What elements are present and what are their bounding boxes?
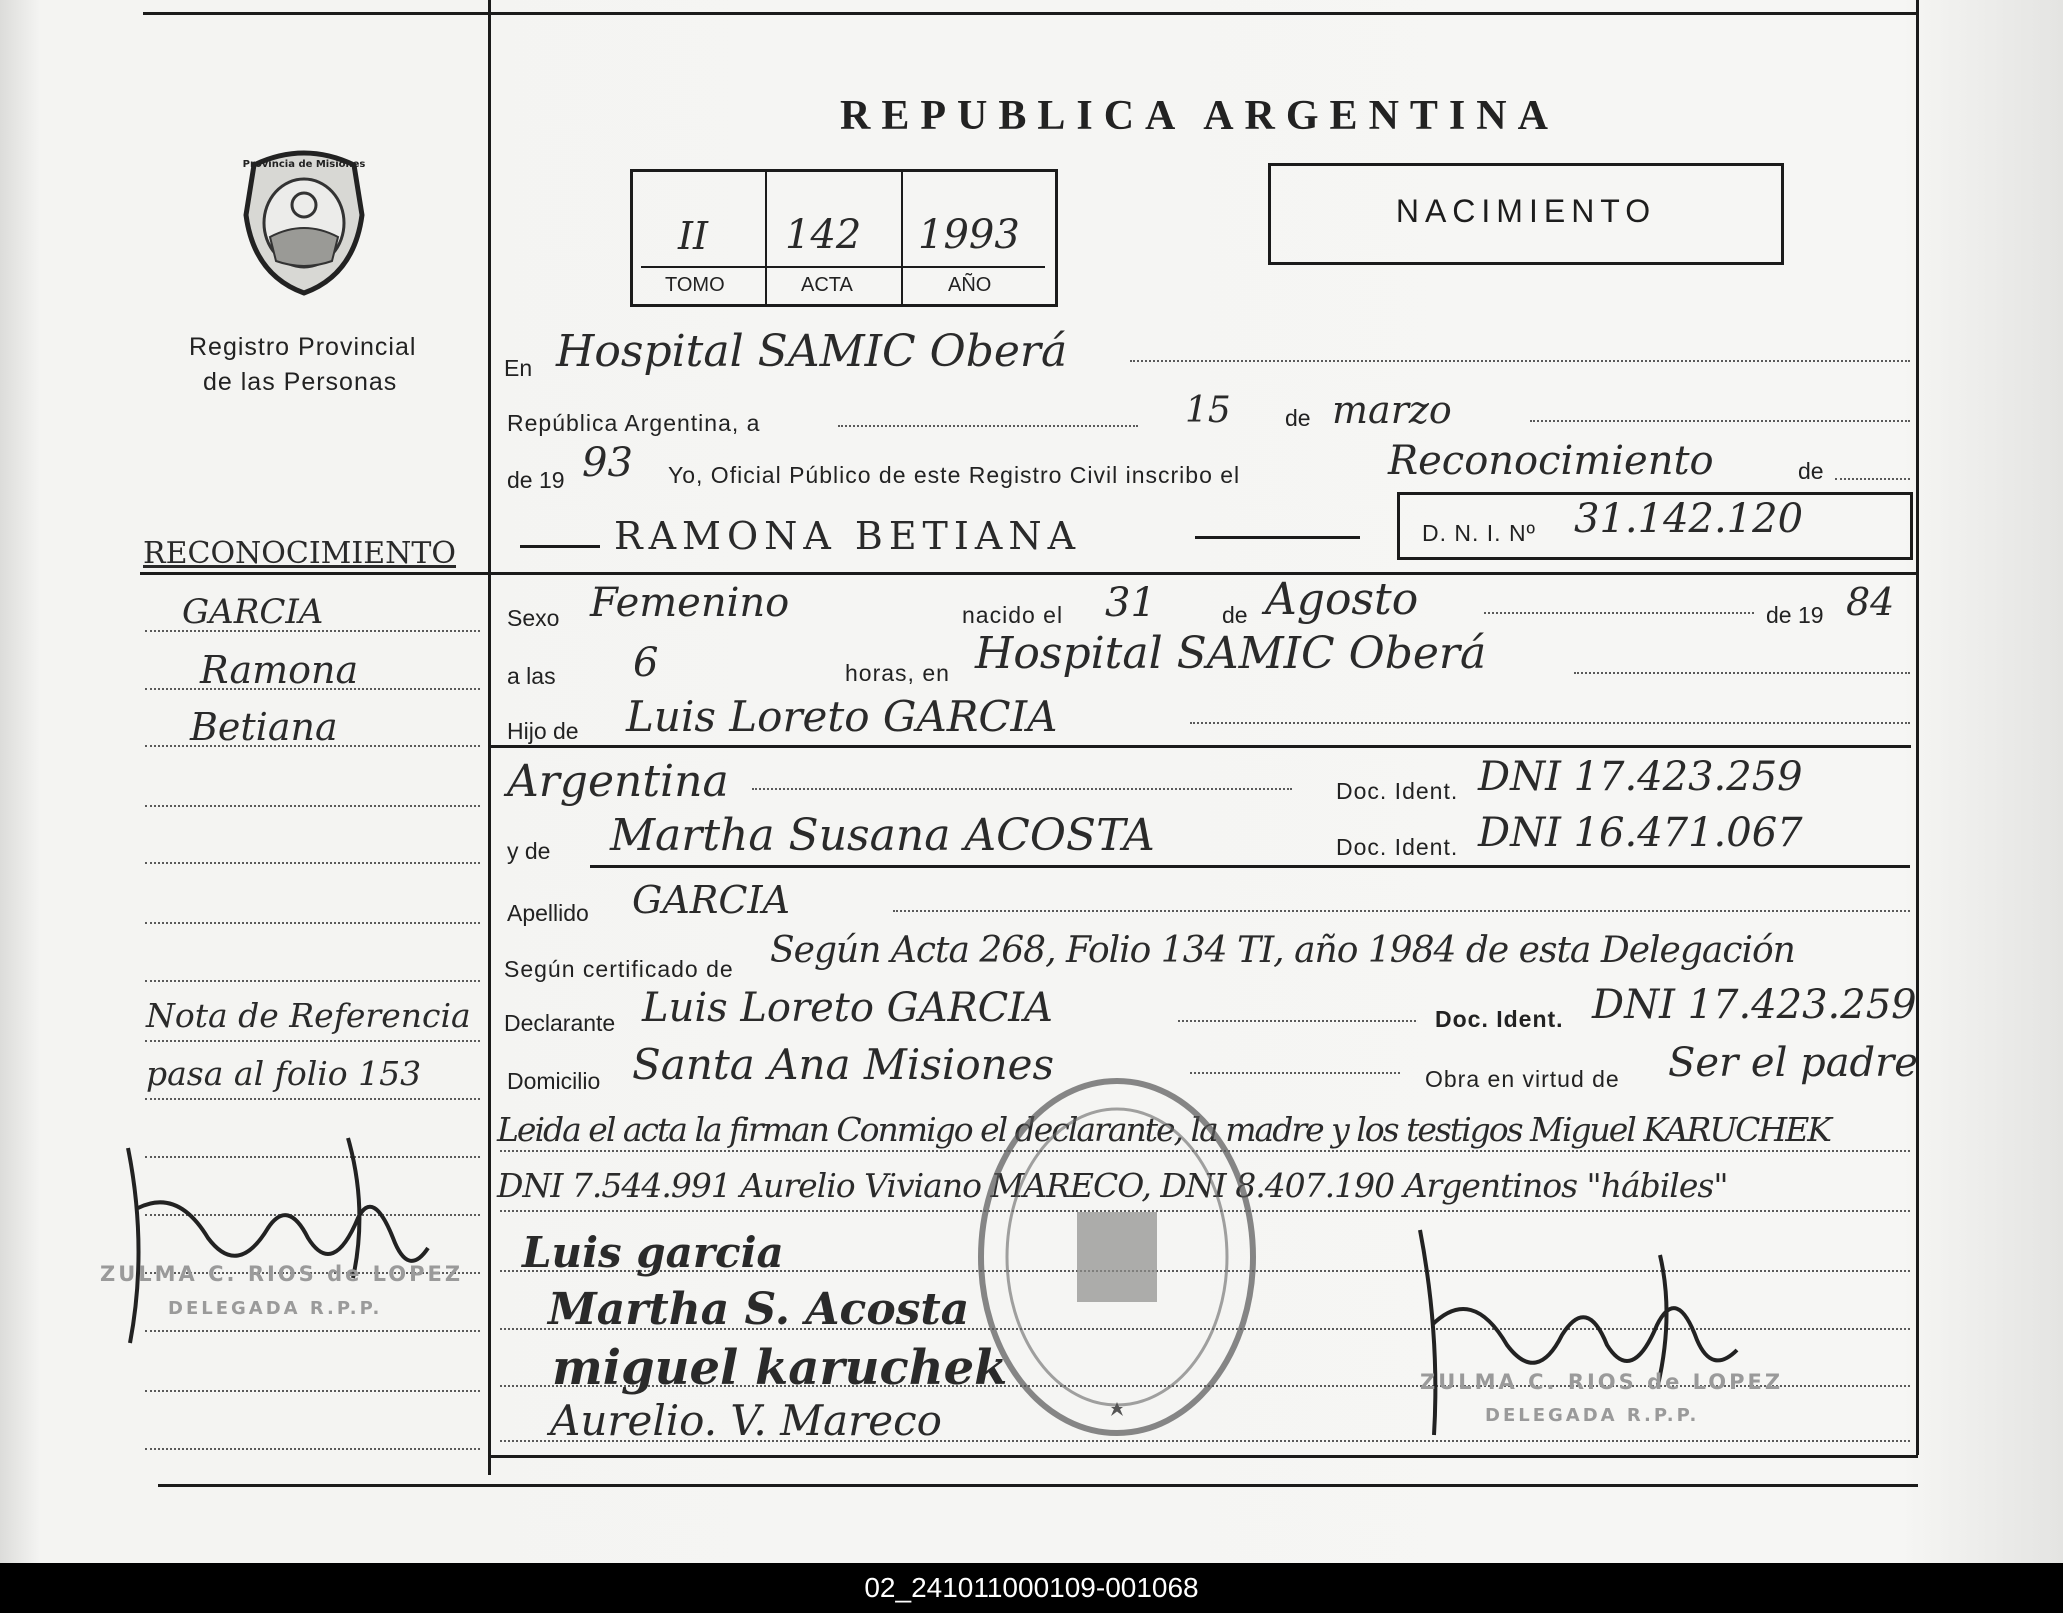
apellido-value: GARCIA xyxy=(632,878,790,922)
birth-place: Hospital SAMIC Oberá xyxy=(975,628,1487,679)
father-doc-label: Doc. Ident. xyxy=(1336,778,1459,804)
right-border xyxy=(1916,0,1919,1455)
act-month: marzo xyxy=(1332,388,1452,432)
act-type-box xyxy=(1268,163,1784,265)
en-value: Hospital SAMIC Oberá xyxy=(556,326,1068,377)
father-nationality: Argentina xyxy=(507,756,729,807)
office-line1: Registro Provincial xyxy=(189,333,417,361)
official-stamp-left-line2: DELEGADA R.P.P. xyxy=(168,1298,383,1319)
declarante-label: Declarante xyxy=(504,1010,616,1036)
official-stamp-right-line2: DELEGADA R.P.P. xyxy=(1485,1405,1700,1426)
yo-label: Yo, Oficial Público de este Registro Civil inscribo el xyxy=(668,462,1241,488)
seal-name: Provincia de Misiones xyxy=(242,159,366,170)
reference-note-line2: pasa al folio 153 xyxy=(146,1054,422,1093)
birth-hour: 6 xyxy=(633,640,659,686)
mother-name: Martha Susana ACOSTA xyxy=(610,810,1155,861)
anio-value: 1993 xyxy=(918,212,1020,258)
en-label: En xyxy=(504,355,533,381)
registered-person-name: RAMONA BETIANA xyxy=(614,514,1082,558)
acta-value: 142 xyxy=(785,212,862,258)
act-kind: Reconocimiento xyxy=(1388,438,1714,484)
domicilio-value: Santa Ana Misiones xyxy=(632,1040,1055,1089)
sidebar-category: RECONOCIMIENTO xyxy=(143,536,457,571)
body-bottom-rule xyxy=(491,1455,1918,1458)
father-doc: DNI 17.423.259 xyxy=(1478,754,1803,800)
registry-box xyxy=(630,169,1058,307)
segun-label: Según certificado de xyxy=(504,956,734,982)
birth-month-de: de xyxy=(1222,602,1248,628)
reference-note-line1: Nota de Referencia xyxy=(146,996,471,1035)
acta-label: ACTA xyxy=(801,274,853,296)
official-stamp-left-line1: ZULMA C. RIOS de LOPEZ xyxy=(100,1262,464,1286)
country-title: REPUBLICA ARGENTINA xyxy=(840,93,1559,139)
horas-label: horas, en xyxy=(845,660,950,686)
birth-year: 84 xyxy=(1846,580,1895,624)
office-line2: de las Personas xyxy=(203,368,398,396)
declarante-value: Luis Loreto GARCIA xyxy=(642,985,1053,1031)
act-year: 93 xyxy=(582,440,633,486)
tomo-label: TOMO xyxy=(665,274,725,296)
image-caption: 02_241011000109-001068 xyxy=(0,1563,2063,1613)
mother-doc: DNI 16.471.067 xyxy=(1478,810,1803,856)
hijo-label: Hijo de xyxy=(507,718,579,744)
act-type: NACIMIENTO xyxy=(1395,193,1657,229)
declarante-doc-label: Doc. Ident. xyxy=(1435,1006,1564,1032)
birth-day: 31 xyxy=(1105,580,1156,626)
closing-text-line1: Leida el acta la firman Conmigo el declarante, la madre y los testigos Miguel KARUCHEK xyxy=(497,1110,1830,1149)
birth-year-label: de 19 xyxy=(1766,602,1824,628)
segun-value: Según Acta 268, Folio 134 TI, año 1984 de esta Delegación xyxy=(770,930,1795,971)
official-stamp-right-line1: ZULMA C. RIOS de LOPEZ xyxy=(1420,1370,1784,1394)
top-rule xyxy=(143,12,1918,15)
sidebar-name-first: Ramona xyxy=(200,648,359,692)
apellido-label: Apellido xyxy=(507,900,589,926)
declarante-doc: DNI 17.423.259 xyxy=(1592,982,1917,1028)
dni-value: 31.142.120 xyxy=(1574,496,1804,542)
birth-month: Agosto xyxy=(1265,574,1419,625)
sidebar-name-second: Betiana xyxy=(190,705,338,749)
signature-declarante: Luis garcia xyxy=(522,1228,784,1277)
signature-witness-1: miguel karuchek xyxy=(552,1340,1008,1396)
father-name: Luis Loreto GARCIA xyxy=(626,692,1058,741)
bottom-rule xyxy=(158,1484,1918,1487)
divider-vertical xyxy=(488,0,491,1475)
tomo-value: II xyxy=(678,214,709,258)
closing-text-line2: DNI 7.544.991 Aurelio Viviano MARECO, DNI 8.407.190 Argentinos "hábiles" xyxy=(497,1166,1728,1205)
sexo-value: Femenino xyxy=(590,580,790,626)
domicilio-label: Domicilio xyxy=(507,1068,601,1094)
republica-label: República Argentina, a xyxy=(507,410,761,436)
act-day: 15 xyxy=(1185,390,1231,431)
yde-label: y de xyxy=(507,838,551,864)
act-month-de: de xyxy=(1285,405,1311,431)
dni-label: D. N. I. Nº xyxy=(1422,520,1536,546)
act-kind-de: de xyxy=(1798,458,1824,484)
de19-label: de 19 xyxy=(507,467,565,493)
signature-mother: Martha S. Acosta xyxy=(548,1284,970,1335)
obra-value: Ser el padre xyxy=(1668,1040,1918,1086)
sexo-label: Sexo xyxy=(507,605,560,631)
alas-label: a las xyxy=(507,663,556,689)
anio-label: AÑO xyxy=(948,274,992,296)
provincial-seal-icon xyxy=(236,145,372,297)
obra-label: Obra en virtud de xyxy=(1425,1066,1620,1092)
nacido-label: nacido el xyxy=(962,602,1064,628)
official-round-stamp-icon xyxy=(972,1072,1262,1442)
signature-witness-2: Aurelio. V. Mareco xyxy=(550,1396,942,1445)
mother-doc-label: Doc. Ident. xyxy=(1336,834,1459,860)
sidebar-name-surname: GARCIA xyxy=(182,592,324,632)
